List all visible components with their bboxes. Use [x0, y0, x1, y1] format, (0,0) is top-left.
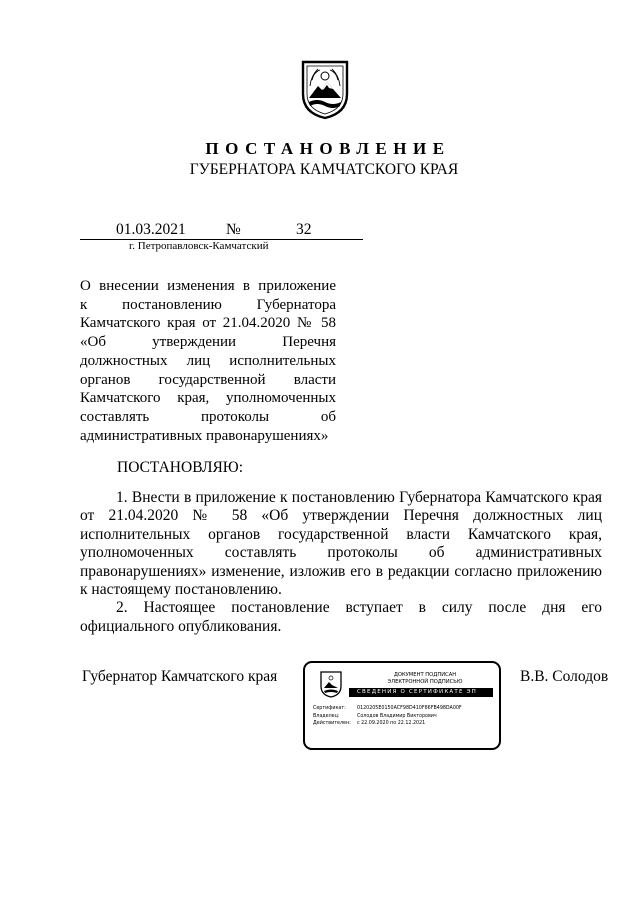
document-number: 32	[296, 221, 312, 238]
stamp-doc-line: ЭЛЕКТРОННОЙ ПОДПИСЬЮ	[387, 678, 463, 685]
coat-of-arms-icon	[300, 58, 350, 120]
stamp-cert-banner	[311, 688, 493, 697]
stamp-cert-title: СВЕДЕНИЯ О СЕРТИФИКАТЕ ЭП	[357, 689, 477, 695]
stamp-row	[313, 713, 462, 721]
document-date: 01.03.2021	[116, 221, 186, 238]
subject-line: должностных лиц исполнительных	[80, 352, 336, 369]
document-place: г. Петропавловск-Камчатский	[129, 240, 269, 252]
document-body	[80, 489, 602, 636]
subject-line: О внесении изменения в приложение	[80, 278, 336, 294]
stamp-row-value: 0120205E0150ACF98D410F86FB498DA00F	[357, 706, 462, 711]
subject-line: к постановлению Губернатора	[80, 296, 336, 313]
stamp-cert-details	[313, 705, 462, 728]
subject-line: Камчатского края, уполномоченных	[80, 390, 336, 407]
stamp-row-key: Владелец:	[313, 713, 340, 719]
electronic-signature-stamp	[303, 661, 501, 750]
stamp-row-key: Сертификат:	[313, 706, 346, 711]
paragraph-1: 1. Внести в приложение к постановлению Губернатора Камчатского края от 21.04.2020 № 58 «Об утверждении Перечня должностных лиц исполнительных органов государственной власти Камчатского края, уполномоченных составлять протоколы об административных правонарушениях» изменение, изложив его в редакции согласно приложению к настоящему постановлению.	[80, 489, 602, 599]
subject-line: составлять протоколы об	[80, 408, 336, 425]
subject-line: «Об утверждении Перечня	[80, 334, 336, 351]
signer-position: Губернатор Камчатского края	[82, 668, 278, 685]
stamp-row-value: Солодов Владимир Викторович	[357, 713, 437, 719]
document-subtitle: ГУБЕРНАТОРА КАМЧАТСКОГО КРАЯ	[189, 161, 459, 178]
stamp-row-value: с 22.09.2020 по 22.12.2021	[357, 721, 426, 727]
document-subject	[80, 277, 336, 445]
subject-line: Камчатского края от 21.04.2020 № 58	[80, 315, 336, 332]
document-title: ПОСТАНОВЛЕНИЕ	[205, 139, 451, 158]
date-number-line	[80, 221, 363, 240]
subject-line: органов государственной власти	[80, 371, 336, 388]
decree-word: ПОСТАНОВЛЯЮ:	[117, 459, 244, 476]
subject-line: административных правонарушениях»	[80, 427, 329, 444]
signer-name: В.В. Солодов	[520, 668, 609, 685]
stamp-doc-caption	[351, 672, 499, 685]
stamp-row	[313, 705, 462, 713]
number-sign: №	[226, 221, 241, 238]
paragraph-2: 2. Настоящее постановление вступает в силу после дня его официального опубликования.	[80, 599, 602, 635]
stamp-doc-line: ДОКУМЕНТ ПОДПИСАН	[393, 672, 457, 678]
stamp-row-key: Действителен:	[313, 721, 351, 727]
stamp-row	[313, 720, 462, 728]
